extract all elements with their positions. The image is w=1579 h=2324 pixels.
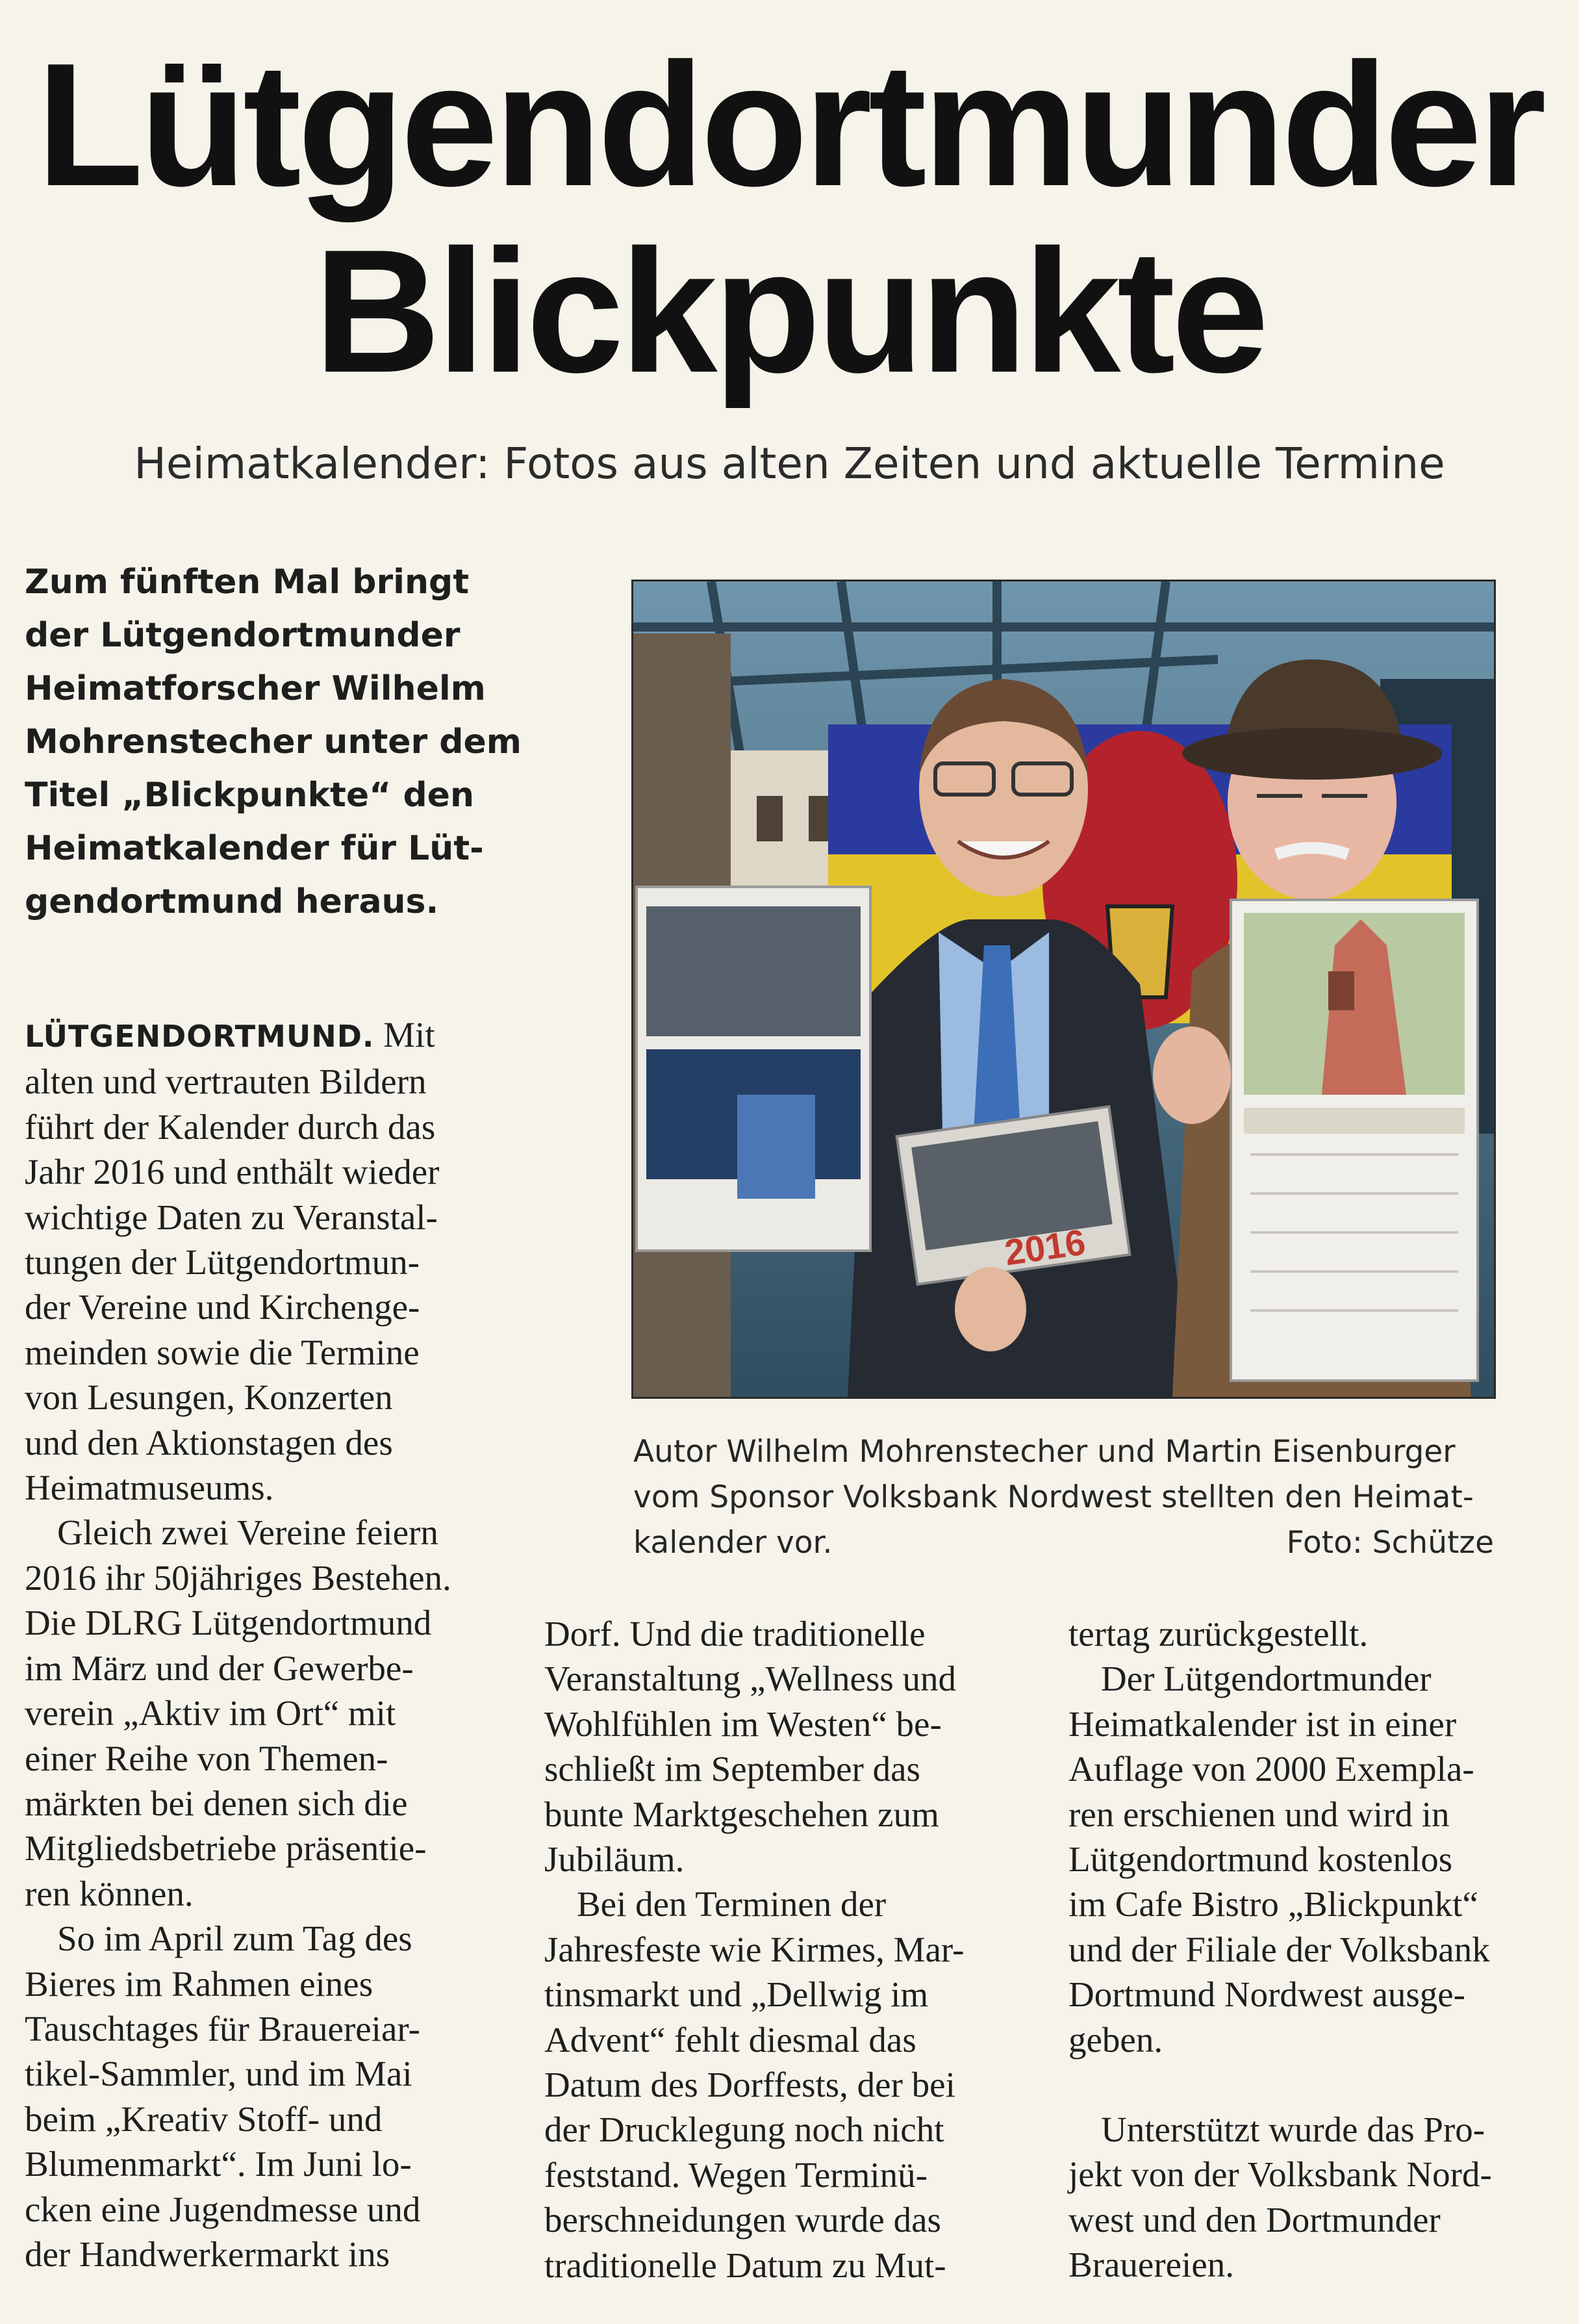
- column-line: ren erschienen und wird in: [1068, 1794, 1450, 1834]
- photo-credit: Foto: Schütze: [1286, 1525, 1494, 1561]
- photo-illustration: [633, 581, 1494, 1397]
- caption-line: vom Sponsor Volksbank Nordwest stellten den Heimat-: [633, 1479, 1474, 1515]
- column-line: Gleich zwei Vereine feiern: [57, 1513, 438, 1553]
- subheadline: Heimatkalender: Fotos aus alten Zeiten und aktuelle Termine: [134, 439, 1445, 489]
- column-line: Mitgliedsbetriebe präsentie-: [25, 1828, 427, 1869]
- column-line: Unterstützt wurde das Pro-: [1101, 2110, 1485, 2150]
- column-line: verein „Aktiv im Ort“ mit: [25, 1693, 396, 1733]
- column-line: bunte Marktgeschehen zum: [544, 1794, 939, 1834]
- column-line: Jahr 2016 und enthält wieder: [25, 1152, 440, 1192]
- column-line: ren können.: [25, 1873, 194, 1913]
- dateline: LÜTGENDORTMUND.: [25, 1019, 375, 1054]
- column-line: von Lesungen, Konzerten: [25, 1377, 393, 1418]
- column-line: Heimatmuseums.: [25, 1468, 274, 1508]
- column-line: märkten bei denen sich die: [25, 1783, 408, 1823]
- column-line: Datum des Dorffests, der bei: [544, 2065, 955, 2105]
- column-line: tungen der Lütgendortmun-: [25, 1242, 420, 1283]
- column-line: tertag zurückgestellt.: [1068, 1614, 1369, 1654]
- caption-line: kalender vor. Foto: Schütze: [633, 1520, 1494, 1566]
- article-column-1: [25, 1012, 518, 2277]
- headline-line-2: Blickpunkte: [314, 214, 1265, 409]
- column-line: Bei den Terminen der: [577, 1884, 887, 1924]
- photo-caption: [633, 1429, 1494, 1566]
- paragraph-gap: [1068, 2062, 1562, 2107]
- column-line: Tauschtages für Brauereiar-: [25, 2008, 420, 2049]
- lead-line: Mohrenstecher unter dem: [25, 722, 522, 761]
- column-line: der Drucklegung noch nicht: [544, 2110, 944, 2150]
- column-line: und den Aktionstagen des: [25, 1422, 393, 1462]
- column-line: west und den Dortmunder: [1068, 2199, 1441, 2240]
- column-line: 2016 ihr 50jähriges Bestehen.: [25, 1557, 451, 1598]
- column-line: traditionelle Datum zu Mut-: [544, 2245, 946, 2285]
- column-line: alten und vertrauten Bildern: [25, 1062, 427, 1102]
- lead-paragraph: [25, 555, 522, 928]
- column-line: beim „Kreativ Stoff- und: [25, 2099, 383, 2139]
- column-line: Der Lütgendortmunder: [1101, 1659, 1432, 1699]
- article-column-2: [544, 1611, 1038, 2288]
- column-line: schließt im September das: [544, 1749, 920, 1789]
- column-line: jekt von der Volksbank Nord-: [1068, 2154, 1492, 2195]
- article-column-3: [1068, 1611, 1562, 2288]
- column-line: feststand. Wegen Terminü-: [544, 2154, 928, 2195]
- column-line: So im April zum Tag des: [57, 1919, 412, 1959]
- column-line: Brauereien.: [1068, 2245, 1234, 2285]
- lead-line: Zum fünften Mal bringt: [25, 563, 470, 602]
- column-line: Bieres im Rahmen eines: [25, 1963, 373, 2004]
- column-line: Jubiläum.: [544, 1839, 685, 1880]
- column-line: berschneidungen wurde das: [544, 2200, 941, 2240]
- article-photo: [633, 581, 1494, 1397]
- column-line: Lütgendortmund kostenlos: [1068, 1839, 1453, 1880]
- column-line: LÜTGENDORTMUND. Mit: [25, 1015, 435, 1054]
- headline-line-1: Lütgendortmunder: [36, 27, 1543, 223]
- caption-line: Autor Wilhelm Mohrenstecher und Martin Eisenburger: [633, 1434, 1456, 1470]
- column-line: Die DLRG Lütgendortmund: [25, 1603, 432, 1643]
- calendar-year-label: 2016: [1002, 1221, 1088, 1273]
- lead-line: der Lütgendortmunder: [25, 616, 461, 655]
- column-line: tikel-Sammler, und im Mai: [25, 2054, 412, 2094]
- column-line: Advent“ fehlt diesmal das: [544, 2019, 916, 2060]
- column-line: der Vereine und Kirchenge-: [25, 1287, 420, 1327]
- lead-line: Heimatforscher Wilhelm: [25, 669, 486, 708]
- column-line: Auflage von 2000 Exempla-: [1068, 1749, 1474, 1789]
- column-line: Blumenmarkt“. Im Juni lo-: [25, 2144, 412, 2184]
- column-line: tinsmarkt und „Dellwig im: [544, 1974, 929, 2015]
- column-line: cken eine Jugendmesse und: [25, 2189, 421, 2229]
- column-line: Dorf. Und die traditionelle: [544, 1614, 926, 1654]
- column-line: Wohlfühlen im Westen“ be-: [544, 1704, 942, 1744]
- column-line: der Handwerkermarkt ins: [25, 2234, 390, 2274]
- column-line: führt der Kalender durch das: [25, 1106, 436, 1147]
- lead-line: Heimatkalender für Lüt-: [25, 829, 484, 868]
- column-line: im März und der Gewerbe-: [25, 1648, 414, 1688]
- lead-line: Titel „Blickpunkte“ den: [25, 776, 474, 815]
- column-line: wichtige Daten zu Veranstal-: [25, 1197, 438, 1237]
- lead-line: gendortmund heraus.: [25, 882, 439, 921]
- column-line: einer Reihe von Themen-: [25, 1738, 388, 1778]
- column-line: meinden sowie die Termine: [25, 1332, 420, 1372]
- column-line: Dortmund Nordwest ausge-: [1068, 1974, 1465, 2015]
- column-line: geben.: [1068, 2019, 1163, 2060]
- column-line: und der Filiale der Volksbank: [1068, 1929, 1490, 1969]
- column-line: im Cafe Bistro „Blickpunkt“: [1068, 1884, 1478, 1924]
- column-line: Veranstaltung „Wellness und: [544, 1659, 957, 1699]
- column-line: Heimatkalender ist in einer: [1068, 1704, 1457, 1744]
- column-line: Jahresfeste wie Kirmes, Mar-: [544, 1929, 965, 1969]
